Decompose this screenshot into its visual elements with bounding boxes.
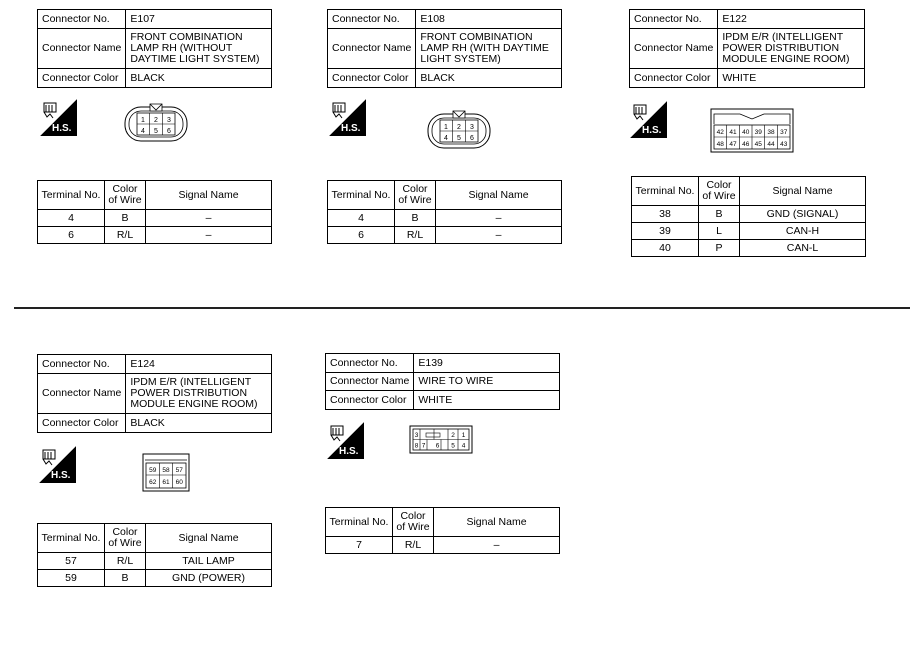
cavity-label: 43 [780, 141, 788, 148]
connector-face-e107 [123, 99, 189, 145]
th-terminal-no: Terminal No. [328, 181, 395, 210]
terminal-no: 57 [38, 553, 105, 570]
cavity-label: 1 [141, 117, 145, 124]
th-terminal-no: Terminal No. [632, 177, 699, 206]
connector-no: E108 [416, 10, 562, 29]
cavity-label: 3 [167, 117, 171, 124]
connector-face-e124 [142, 453, 190, 493]
th-signal-name: Signal Name [434, 508, 560, 537]
label-connector-no: Connector No. [38, 355, 126, 374]
th-terminal-no: Terminal No. [38, 181, 105, 210]
th-terminal-no: Terminal No. [326, 508, 393, 537]
cavity-label: 37 [780, 129, 788, 136]
th-color-of-wire: Color of Wire [105, 524, 146, 553]
cavity-label: 42 [716, 129, 724, 136]
connector-block-e107 [37, 9, 272, 88]
signal-name: – [146, 227, 272, 244]
th-color-of-wire: Color of Wire [395, 181, 436, 210]
cavity-label: 7 [421, 442, 426, 450]
cavity-label: 4 [141, 128, 145, 135]
cavity-label: 44 [767, 141, 775, 148]
cavity-label: 57 [175, 467, 183, 474]
connector-color: WHITE [414, 391, 560, 410]
label-connector-name: Connector Name [326, 373, 414, 391]
connector-color: BLACK [416, 69, 562, 88]
signal-name: – [436, 227, 562, 244]
connector-name: WIRE TO WIRE [414, 373, 560, 391]
terminal-no: 4 [38, 210, 105, 227]
cavity-label: 61 [162, 479, 170, 486]
signal-name: GND (SIGNAL) [740, 206, 866, 223]
hs-label: H.S. [642, 125, 662, 136]
th-terminal-no: Terminal No. [38, 524, 105, 553]
signal-name: – [434, 537, 560, 554]
cavity-label: 5 [154, 128, 158, 135]
terminal-table-e124 [37, 523, 272, 587]
wire-color: B [699, 206, 740, 223]
th-signal-name: Signal Name [146, 181, 272, 210]
connector-name: FRONT COMBINATION LAMP RH (WITH DAYTIME LIGHT SYSTEM) [416, 29, 562, 69]
th-color-of-wire: Color of Wire [105, 181, 146, 210]
terminal-table-e108 [327, 180, 562, 244]
cavity-label: 38 [767, 129, 775, 136]
signal-name: – [146, 210, 272, 227]
connector-info-table [37, 9, 272, 88]
hs-label: H.S. [51, 470, 71, 481]
connector-face-e108 [426, 106, 492, 152]
cavity-label: 62 [149, 479, 157, 486]
wire-color: R/L [395, 227, 436, 244]
cavity-label: 1 [461, 432, 466, 439]
terminal-no: 59 [38, 570, 105, 587]
label-connector-name: Connector Name [38, 29, 126, 69]
cavity-label: 6 [167, 128, 171, 135]
cavity-label: 5 [457, 135, 461, 142]
th-signal-name: Signal Name [436, 181, 562, 210]
wire-color: L [699, 223, 740, 240]
cavity-label: 8 [414, 442, 419, 450]
harness-side-icon [40, 99, 77, 136]
table-row [326, 537, 560, 554]
connector-color: WHITE [718, 69, 865, 88]
signal-name: GND (POWER) [146, 570, 272, 587]
cavity-label: 3 [414, 432, 419, 439]
label-connector-color: Connector Color [328, 69, 416, 88]
cavity-label: 39 [754, 129, 762, 136]
table-row [38, 570, 272, 587]
cavity-label: 58 [162, 467, 170, 474]
connector-no: E139 [414, 354, 560, 373]
label-connector-name: Connector Name [630, 29, 718, 69]
th-color-of-wire: Color of Wire [699, 177, 740, 206]
table-row [38, 227, 272, 244]
signal-name: TAIL LAMP [146, 553, 272, 570]
wire-color: R/L [105, 227, 146, 244]
cavity-label: 4 [444, 135, 448, 142]
hs-label: H.S. [341, 123, 361, 134]
cavity-label: 6 [470, 135, 474, 142]
label-connector-no: Connector No. [328, 10, 416, 29]
cavity-label: 4 [461, 442, 466, 450]
terminal-no: 4 [328, 210, 395, 227]
table-row [328, 210, 562, 227]
harness-side-icon [630, 101, 667, 138]
connector-block-e139 [325, 353, 560, 410]
table-row [38, 553, 272, 570]
connector-no: E124 [126, 355, 272, 374]
terminal-table-e122 [631, 176, 866, 257]
cavity-label: 48 [716, 141, 724, 148]
connector-color: BLACK [126, 69, 272, 88]
cavity-label: 47 [729, 141, 737, 148]
cavity-label: 1 [444, 124, 448, 131]
wire-color: P [699, 240, 740, 257]
label-connector-no: Connector No. [326, 354, 414, 373]
harness-side-icon [327, 422, 364, 459]
label-connector-name: Connector Name [38, 374, 126, 414]
label-connector-color: Connector Color [326, 391, 414, 410]
terminal-no: 38 [632, 206, 699, 223]
connector-block-e108 [327, 9, 562, 88]
wire-color: R/L [393, 537, 434, 554]
cavity-label: 2 [457, 124, 461, 131]
table-row [38, 210, 272, 227]
connector-no: E122 [718, 10, 865, 29]
wire-color: B [395, 210, 436, 227]
cavity-label: 60 [175, 479, 183, 486]
connector-face-e122 [710, 108, 794, 154]
connector-name: IPDM E/R (INTELLIGENT POWER DISTRIBUTION MODULE ENGINE ROOM) [126, 374, 272, 414]
harness-side-icon [329, 99, 366, 136]
table-row [632, 240, 866, 257]
terminal-table-e107 [37, 180, 272, 244]
cavity-label: 41 [729, 129, 737, 136]
signal-name: CAN-L [740, 240, 866, 257]
cavity-label: 2 [451, 432, 455, 439]
label-connector-color: Connector Color [38, 414, 126, 433]
connector-color: BLACK [126, 414, 272, 433]
label-connector-no: Connector No. [38, 10, 126, 29]
th-signal-name: Signal Name [740, 177, 866, 206]
th-signal-name: Signal Name [146, 524, 272, 553]
label-connector-color: Connector Color [38, 69, 126, 88]
table-row [632, 223, 866, 240]
cavity-label: 2 [154, 117, 158, 124]
terminal-table-e139 [325, 507, 560, 554]
terminal-no: 7 [326, 537, 393, 554]
cavity-label: 59 [149, 467, 157, 474]
connector-block-e124 [37, 354, 272, 433]
wire-color: R/L [105, 553, 146, 570]
table-row [632, 206, 866, 223]
label-connector-no: Connector No. [630, 10, 718, 29]
cavity-label: 40 [742, 129, 750, 136]
terminal-no: 6 [38, 227, 105, 244]
wire-color: B [105, 570, 146, 587]
terminal-no: 39 [632, 223, 699, 240]
signal-name: CAN-H [740, 223, 866, 240]
cavity-label: 45 [754, 141, 762, 148]
connector-name: FRONT COMBINATION LAMP RH (WITHOUT DAYTIME LIGHT SYSTEM) [126, 29, 272, 69]
cavity-label: 5 [451, 442, 455, 450]
label-connector-color: Connector Color [630, 69, 718, 88]
connector-block-e122 [629, 9, 865, 88]
section-divider [14, 307, 910, 309]
hs-label: H.S. [52, 123, 72, 134]
cavity-label: 46 [742, 141, 750, 148]
connector-name: IPDM E/R (INTELLIGENT POWER DISTRIBUTION MODULE ENGINE ROOM) [718, 29, 865, 69]
th-color-of-wire: Color of Wire [393, 508, 434, 537]
hs-label: H.S. [339, 446, 359, 457]
signal-name: – [436, 210, 562, 227]
wire-color: B [105, 210, 146, 227]
label-connector-name: Connector Name [328, 29, 416, 69]
terminal-no: 40 [632, 240, 699, 257]
cavity-label: 6 [435, 442, 440, 450]
cavity-label: 3 [470, 124, 474, 131]
table-row [328, 227, 562, 244]
harness-side-icon [39, 446, 76, 483]
connector-face-e139 [409, 425, 473, 455]
connector-no: E107 [126, 10, 272, 29]
terminal-no: 6 [328, 227, 395, 244]
